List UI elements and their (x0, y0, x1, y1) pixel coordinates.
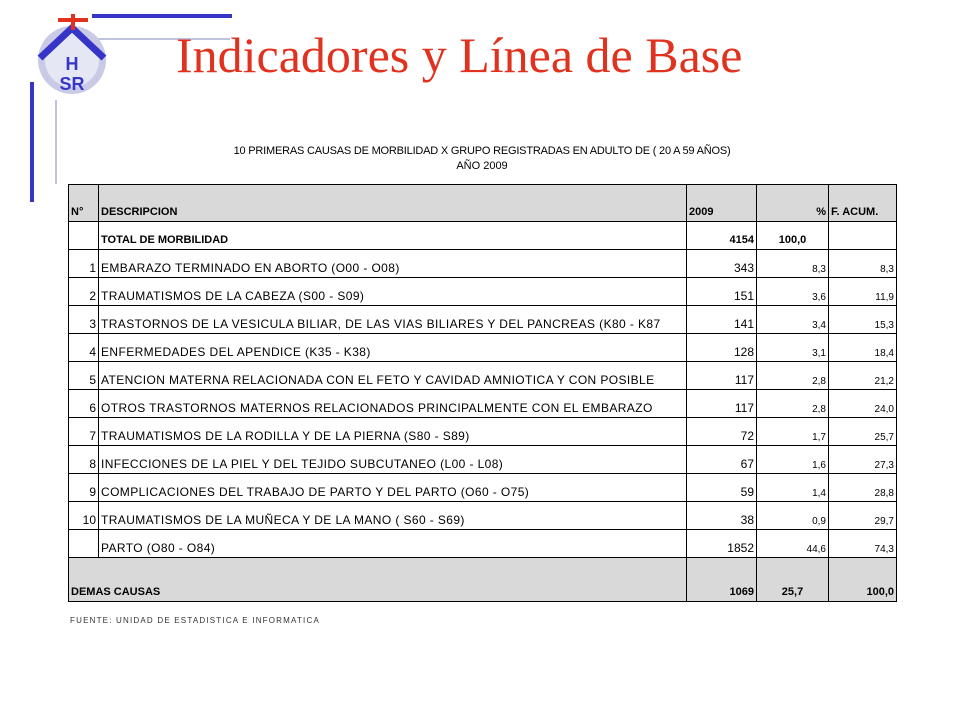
table-row (69, 474, 897, 502)
row-count: 59 (687, 474, 757, 502)
source-note: FUENTE: UNIDAD DE ESTADISTICA E INFORMATICA (70, 616, 320, 625)
row-count: 151 (687, 278, 757, 306)
morbidity-table (68, 184, 897, 602)
row-desc: ENFERMEDADES DEL APENDICE (K35 - K38) (99, 334, 687, 362)
row-desc: PARTO (O80 - O84) (99, 530, 687, 558)
total-pct: 100,0 (757, 222, 829, 250)
row-n: 2 (69, 278, 99, 306)
row-pct: 44,6 (757, 530, 829, 558)
row-count: 141 (687, 306, 757, 334)
demas-acum: 100,0 (829, 558, 897, 602)
row-pct: 3,4 (757, 306, 829, 334)
row-acum: 15,3 (829, 306, 897, 334)
table-row (69, 390, 897, 418)
row-n: 1 (69, 250, 99, 278)
total-row (69, 222, 897, 250)
row-pct: 3,1 (757, 334, 829, 362)
row-desc: TRAUMATISMOS DE LA MUÑECA Y DE LA MANO ( S60 - S69) (99, 502, 687, 530)
row-n: 4 (69, 334, 99, 362)
row-count: 128 (687, 334, 757, 362)
table-row (69, 306, 897, 334)
total-count: 4154 (687, 222, 757, 250)
row-n (69, 530, 99, 558)
row-acum: 24,0 (829, 390, 897, 418)
table-row (69, 530, 897, 558)
row-n: 10 (69, 502, 99, 530)
report-year: AÑO 2009 (456, 160, 508, 172)
row-count: 67 (687, 446, 757, 474)
row-desc: TRAUMATISMOS DE LA RODILLA Y DE LA PIERNA (S80 - S89) (99, 418, 687, 446)
row-pct: 1,7 (757, 418, 829, 446)
row-count: 117 (687, 390, 757, 418)
row-n: 5 (69, 362, 99, 390)
decor-line-left-gray (55, 100, 57, 184)
row-desc: TRASTORNOS DE LA VESICULA BILIAR, DE LAS VIAS BILIARES Y DEL PANCREAS (K80 - K87 (99, 306, 687, 334)
row-desc: TRAUMATISMOS DE LA CABEZA (S00 - S09) (99, 278, 687, 306)
row-pct: 0,9 (757, 502, 829, 530)
row-n: 7 (69, 418, 99, 446)
demas-pct: 25,7 (757, 558, 829, 602)
total-acum (829, 222, 897, 250)
row-n: 8 (69, 446, 99, 474)
table-row (69, 418, 897, 446)
row-pct: 1,6 (757, 446, 829, 474)
row-n: 9 (69, 474, 99, 502)
row-n: 6 (69, 390, 99, 418)
col-header-year: 2009 (687, 185, 757, 222)
svg-text:H: H (65, 54, 79, 74)
row-pct: 3,6 (757, 278, 829, 306)
total-desc: TOTAL DE MORBILIDAD (99, 222, 687, 250)
row-pct: 8,3 (757, 250, 829, 278)
row-count: 1852 (687, 530, 757, 558)
row-acum: 21,2 (829, 362, 897, 390)
table-row (69, 502, 897, 530)
table-row (69, 446, 897, 474)
table-header-row (69, 185, 897, 222)
decor-line-left-blue (30, 82, 34, 202)
row-acum: 25,7 (829, 418, 897, 446)
row-desc: ATENCION MATERNA RELACIONADA CON EL FETO Y CAVIDAD AMNIOTICA Y CON POSIBLE (99, 362, 687, 390)
col-header-n: N° (69, 185, 99, 222)
row-desc: OTROS TRASTORNOS MATERNOS RELACIONADOS PRINCIPALMENTE CON EL EMBARAZO (99, 390, 687, 418)
row-pct: 2,8 (757, 362, 829, 390)
row-desc: EMBARAZO TERMINADO EN ABORTO (O00 - O08) (99, 250, 687, 278)
total-n (69, 222, 99, 250)
row-count: 38 (687, 502, 757, 530)
row-count: 72 (687, 418, 757, 446)
svg-text:SR: SR (59, 74, 85, 94)
table-row (69, 362, 897, 390)
row-acum: 74,3 (829, 530, 897, 558)
row-desc: COMPLICACIONES DEL TRABAJO DE PARTO Y DEL PARTO (O60 - O75) (99, 474, 687, 502)
row-acum: 27,3 (829, 446, 897, 474)
row-count: 343 (687, 250, 757, 278)
table-row (69, 250, 897, 278)
col-header-descripcion: DESCRIPCION (99, 185, 687, 222)
table-row (69, 278, 897, 306)
row-acum: 18,4 (829, 334, 897, 362)
row-n: 3 (69, 306, 99, 334)
row-acum: 29,7 (829, 502, 897, 530)
row-acum: 11,9 (829, 278, 897, 306)
row-pct: 1,4 (757, 474, 829, 502)
page-title: Indicadores y Línea de Base (176, 27, 743, 83)
row-count: 117 (687, 362, 757, 390)
report-caption: 10 PRIMERAS CAUSAS DE MORBILIDAD X GRUPO REGISTRADAS EN ADULTO DE ( 20 A 59 AÑOS) (233, 145, 731, 157)
table-row (69, 334, 897, 362)
hospital-logo (30, 14, 114, 98)
row-desc: INFECCIONES DE LA PIEL Y DEL TEJIDO SUBCUTANEO (L00 - L08) (99, 446, 687, 474)
demas-label: DEMAS CAUSAS (69, 558, 687, 602)
row-pct: 2,8 (757, 390, 829, 418)
demas-count: 1069 (687, 558, 757, 602)
col-header-percent: % (757, 185, 829, 222)
row-acum: 8,3 (829, 250, 897, 278)
demas-row (69, 558, 897, 602)
col-header-acum: F. ACUM. (829, 185, 897, 222)
row-acum: 28,8 (829, 474, 897, 502)
